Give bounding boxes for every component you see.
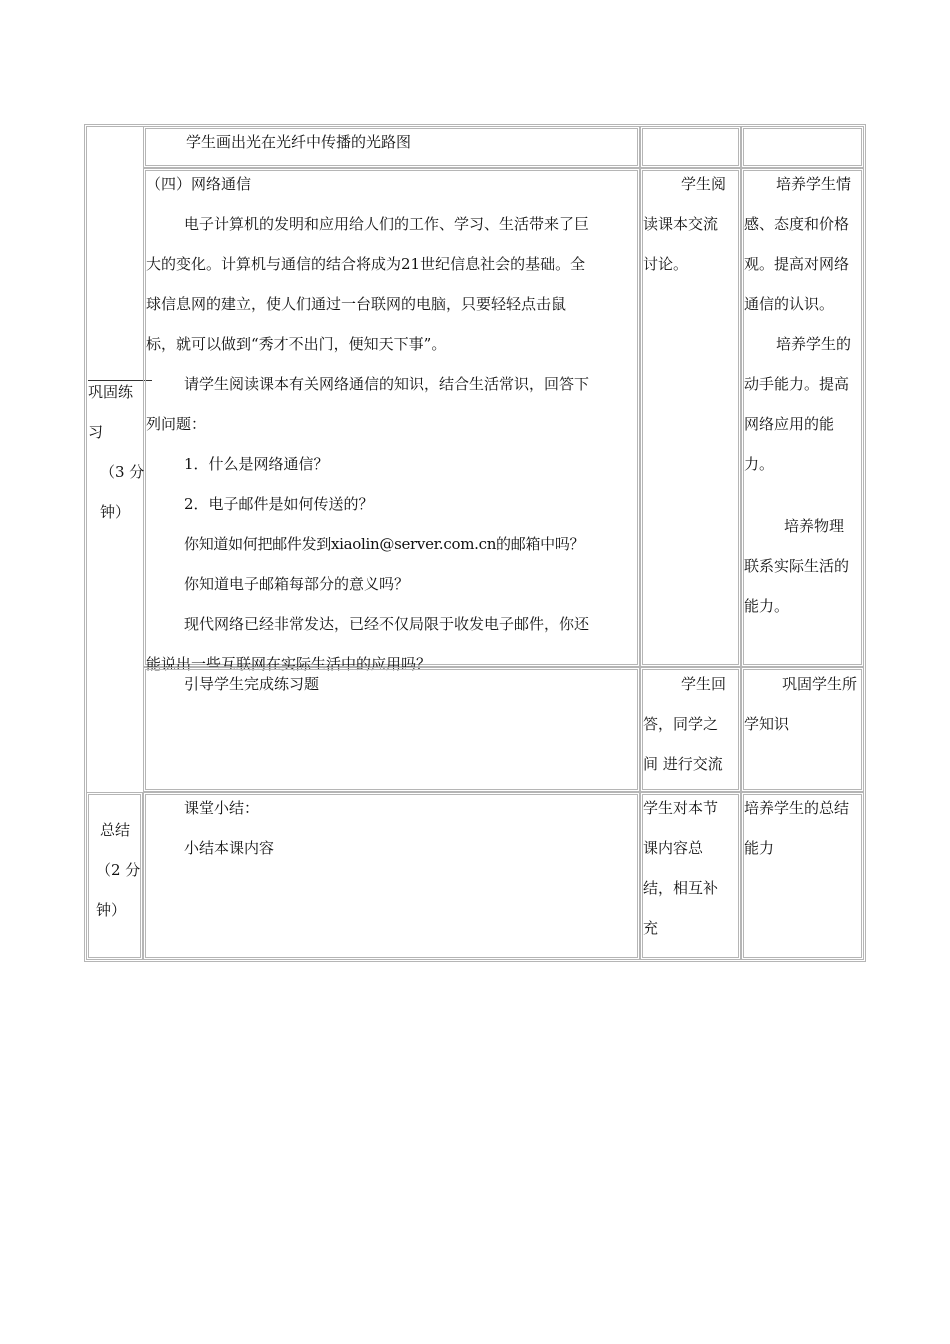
row1-content-text bbox=[146, 164, 589, 684]
content-line: 请学生阅读课本有关网络通信的知识，结合生活常识，回答下 bbox=[184, 375, 590, 393]
content-line: 标，就可以做到“秀才不出门，便知天下事”。 bbox=[146, 335, 447, 353]
purpose-line: 培养学生情 bbox=[776, 175, 852, 193]
stage-line: 总结 bbox=[100, 821, 131, 839]
row1-student-text bbox=[643, 164, 726, 284]
purpose-line: 网络应用的能 bbox=[744, 415, 835, 433]
purpose-line: 学知识 bbox=[744, 715, 790, 733]
student-line: 讨论。 bbox=[643, 255, 689, 273]
row2-content-text bbox=[184, 664, 319, 704]
stage-line: （2 分 bbox=[96, 861, 141, 879]
purpose-line: 观。提高对网络 bbox=[744, 255, 850, 273]
row0-purpose-cell bbox=[741, 126, 864, 168]
student-line: 学生对本节 bbox=[643, 799, 719, 817]
student-line: 结，相互补 bbox=[643, 879, 719, 897]
purpose-line: 通信的认识。 bbox=[744, 295, 835, 313]
purpose-line: 培养学生的 bbox=[776, 335, 852, 353]
row1-purpose-text bbox=[744, 164, 851, 626]
content-line: 小结本课内容 bbox=[184, 839, 275, 857]
row3-content-text bbox=[184, 788, 274, 868]
content-heading: （四）网络通信 bbox=[146, 175, 252, 193]
stage-line: 钟） bbox=[100, 503, 131, 521]
question-item: 你知道如何把邮件发到xiaolin@server.com.cn的邮箱中吗？ bbox=[184, 535, 585, 553]
purpose-line: 能力。 bbox=[744, 597, 790, 615]
row3-purpose-text bbox=[744, 788, 849, 868]
purpose-line: 培养物理 bbox=[784, 517, 845, 535]
stage-line: 钟） bbox=[96, 901, 127, 919]
student-line: 答，同学之 bbox=[643, 715, 719, 733]
content-line: 列问题： bbox=[146, 415, 207, 433]
stage-line: （3 分 bbox=[100, 463, 145, 481]
row3-stage-text bbox=[96, 810, 140, 930]
purpose-line: 动手能力。提高 bbox=[744, 375, 850, 393]
student-line: 读课本交流 bbox=[643, 215, 719, 233]
stage-line: 巩固练 bbox=[88, 383, 134, 401]
purpose-line: 巩固学生所 bbox=[782, 675, 858, 693]
student-line: 学生回 bbox=[681, 675, 727, 693]
purpose-line: 能力 bbox=[744, 839, 775, 857]
content-line: 球信息网的建立，使人们通过一台联网的电脑，只要轻轻点击鼠 bbox=[146, 295, 567, 313]
purpose-line: 感、态度和价格 bbox=[744, 215, 850, 233]
question-item: 2．电子邮件是如何传送的？ bbox=[184, 495, 374, 513]
stage-line: 习 bbox=[88, 423, 104, 441]
content-line: 电子计算机的发明和应用给人们的工作、学习、生活带来了巨 bbox=[184, 215, 590, 233]
question-item: 你知道电子邮箱每部分的意义吗？ bbox=[184, 575, 410, 593]
student-line: 充 bbox=[643, 919, 659, 937]
content-line: 现代网络已经非常发达，已经不仅局限于收发电子邮件，你还 bbox=[184, 615, 590, 633]
content-line: 课堂小结： bbox=[184, 799, 260, 817]
content-line: 能说出一些互联网在实际生活中的应用吗？ bbox=[146, 655, 432, 673]
student-line: 课内容总 bbox=[643, 839, 704, 857]
question-item: 1．什么是网络通信？ bbox=[184, 455, 329, 473]
row0-content-text bbox=[186, 122, 411, 162]
row2-student-text bbox=[643, 664, 726, 784]
row2-purpose-text bbox=[744, 664, 857, 744]
row3-student-text bbox=[643, 788, 718, 948]
purpose-line: 联系实际生活的 bbox=[744, 557, 850, 575]
row0-student-cell bbox=[640, 126, 741, 168]
content-line: 引导学生完成练习题 bbox=[184, 675, 320, 693]
content-line: 大的变化。计算机与通信的结合将成为21世纪信息社会的基础。全 bbox=[146, 255, 586, 273]
purpose-line: 培养学生的总结 bbox=[744, 799, 850, 817]
purpose-line: 力。 bbox=[744, 455, 775, 473]
content-line: 学生画出光在光纤中传播的光路图 bbox=[186, 133, 412, 151]
student-line: 学生阅 bbox=[681, 175, 727, 193]
student-line: 间 进行交流 bbox=[643, 755, 723, 773]
row1-stage-text bbox=[88, 372, 144, 532]
